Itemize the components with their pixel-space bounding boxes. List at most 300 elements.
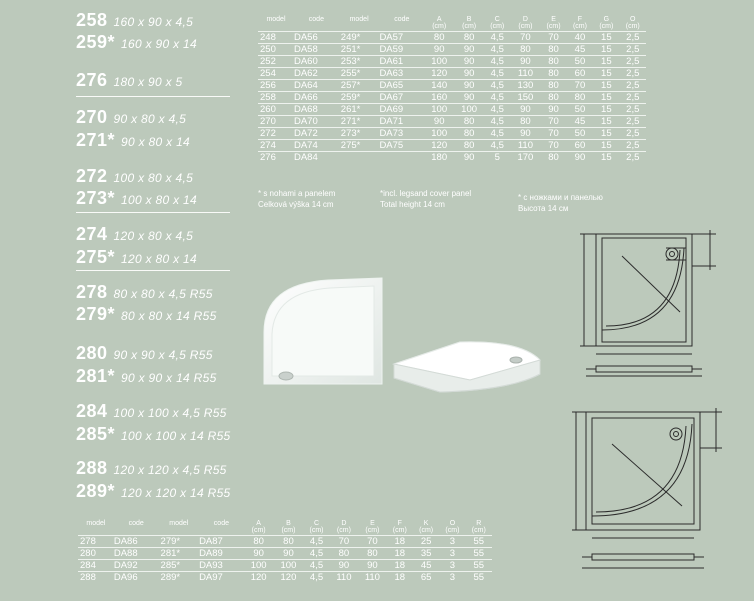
note-russian	[518, 192, 603, 214]
table-cell: 278	[78, 536, 114, 548]
table-cell: 90	[540, 104, 566, 116]
table-cell: 120	[424, 140, 454, 152]
table-cell: 100	[274, 560, 304, 572]
column-header: A	[256, 520, 261, 527]
table-cell: 80	[540, 56, 566, 68]
column-header: K	[423, 520, 429, 527]
model-number: 279*	[76, 304, 116, 324]
table-cell: 2,5	[620, 116, 646, 128]
table-row	[78, 548, 492, 560]
model-dimensions: 100 x 100 x 14 R55	[121, 429, 231, 443]
table-cell: 280	[78, 548, 114, 560]
table-cell: 80	[540, 44, 566, 56]
table-cell: DA66	[294, 92, 339, 104]
table-cell: DA59	[379, 44, 424, 56]
table-cell: 80	[510, 116, 540, 128]
model-row	[76, 32, 197, 54]
column-header: O	[449, 520, 456, 527]
table-cell: 90	[454, 152, 484, 164]
table-cell: 80	[540, 152, 566, 164]
model-dimensions: 120 x 80 x 4,5	[113, 229, 194, 243]
table-cell: 90	[454, 44, 484, 56]
bottom-table-header	[78, 520, 492, 527]
table-cell: 90	[358, 560, 386, 572]
table-cell: 110	[510, 68, 540, 80]
table-cell: 4,5	[484, 92, 510, 104]
bottom-table-units	[78, 527, 492, 536]
column-unit: (cm)	[471, 527, 486, 534]
column-unit	[258, 23, 294, 32]
table-cell: 276	[258, 152, 294, 164]
table-cell: 90	[510, 128, 540, 140]
table-cell: 45	[567, 116, 593, 128]
table-row	[258, 68, 646, 80]
table-cell: 253*	[339, 56, 380, 68]
table-cell: 2,5	[620, 104, 646, 116]
table-row	[258, 44, 646, 56]
table-cell: 2,5	[620, 92, 646, 104]
table-cell: 80	[454, 32, 484, 44]
table-cell: 4,5	[303, 572, 329, 584]
table-cell: 5	[484, 152, 510, 164]
table-cell: 15	[593, 68, 619, 80]
table-cell: 18	[387, 572, 413, 584]
table-cell: 2,5	[620, 152, 646, 164]
top-spec-table	[258, 16, 646, 163]
table-cell: 50	[567, 128, 593, 140]
table-cell: 55	[466, 536, 492, 548]
column-header: code	[128, 520, 144, 527]
table-cell: DA96	[114, 572, 159, 584]
table-cell: 258	[258, 92, 294, 104]
model-dimensions: 120 x 120 x 4,5 R55	[113, 463, 227, 477]
note-czech-line-2: Celková výška 14 cm	[258, 200, 334, 209]
table-cell: 4,5	[484, 56, 510, 68]
model-row	[76, 282, 213, 304]
table-cell: 2,5	[620, 44, 646, 56]
table-row	[258, 140, 646, 152]
model-dimensions: 80 x 80 x 14 R55	[121, 309, 217, 323]
model-row	[76, 401, 227, 423]
column-unit: (cm)	[490, 23, 505, 30]
table-cell: 4,5	[484, 128, 510, 140]
table-cell: 3	[439, 572, 465, 584]
table-cell: 2,5	[620, 56, 646, 68]
model-number: 276	[76, 70, 108, 90]
model-dimensions: 90 x 80 x 14	[121, 135, 191, 149]
table-cell: 285*	[159, 560, 200, 572]
model-row	[76, 107, 186, 129]
model-dimensions: 160 x 90 x 4,5	[113, 15, 194, 29]
table-cell: 40	[567, 32, 593, 44]
table-cell: 90	[510, 56, 540, 68]
table-cell: 260	[258, 104, 294, 116]
table-row	[258, 56, 646, 68]
column-unit	[199, 527, 244, 536]
note-czech-line-1: * s nohami a panelem	[258, 189, 336, 198]
table-row	[78, 560, 492, 572]
column-unit: (cm)	[251, 527, 266, 534]
table-cell: 150	[510, 92, 540, 104]
table-cell: 140	[424, 80, 454, 92]
table-cell: 15	[593, 80, 619, 92]
table-cell: 90	[274, 548, 304, 560]
column-unit: (cm)	[432, 23, 447, 30]
table-cell: 90	[424, 44, 454, 56]
note-russian-line-2: Высота 14 см	[518, 204, 569, 213]
table-cell: 2,5	[620, 140, 646, 152]
model-dimensions: 90 x 90 x 4,5 R55	[113, 348, 213, 362]
table-cell: 289*	[159, 572, 200, 584]
table-cell: 60	[567, 140, 593, 152]
table-cell: 80	[540, 92, 566, 104]
top-table-units	[258, 23, 646, 32]
table-cell: 284	[78, 560, 114, 572]
model-dimensions: 80 x 80 x 4,5 R55	[113, 287, 213, 301]
column-unit: (cm)	[599, 23, 614, 30]
model-number: 285*	[76, 424, 116, 444]
column-unit: (cm)	[281, 527, 296, 534]
table-cell: 4,5	[303, 548, 329, 560]
column-unit: (cm)	[462, 23, 477, 30]
table-cell: 100	[424, 56, 454, 68]
table-cell: 80	[454, 140, 484, 152]
table-cell: DA86	[114, 536, 159, 548]
note-english-line-1: *incl. legsand cover panel	[380, 189, 472, 198]
table-cell: 3	[439, 536, 465, 548]
model-row	[76, 130, 190, 152]
model-number: 278	[76, 282, 108, 302]
table-cell: DA88	[114, 548, 159, 560]
column-unit: (cm)	[518, 23, 533, 30]
table-cell: 70	[540, 140, 566, 152]
table-cell: 80	[540, 80, 566, 92]
table-cell: 120	[244, 572, 274, 584]
table-cell: 90	[454, 68, 484, 80]
table-cell: 25	[413, 536, 439, 548]
column-unit: (cm)	[546, 23, 561, 30]
table-cell: 110	[330, 572, 358, 584]
model-dimensions: 90 x 90 x 14 R55	[121, 371, 217, 385]
table-cell: 4,5	[484, 68, 510, 80]
table-cell: 250	[258, 44, 294, 56]
table-cell: 170	[510, 152, 540, 164]
table-cell: 130	[510, 80, 540, 92]
table-cell: 15	[593, 56, 619, 68]
table-row	[258, 92, 646, 104]
table-cell: DA57	[379, 32, 424, 44]
column-unit	[379, 23, 424, 32]
model-row	[76, 458, 227, 480]
table-cell: DA72	[294, 128, 339, 140]
column-unit	[159, 527, 200, 536]
table-cell: 80	[567, 92, 593, 104]
table-cell: 15	[593, 104, 619, 116]
column-header: code	[213, 520, 229, 527]
model-group-divider	[76, 96, 230, 97]
column-unit: (cm)	[625, 23, 640, 30]
column-unit: (cm)	[445, 527, 460, 534]
column-header: model	[169, 520, 189, 527]
table-row	[258, 116, 646, 128]
table-cell: 3	[439, 560, 465, 572]
table-cell: 50	[567, 56, 593, 68]
table-cell: DA56	[294, 32, 339, 44]
table-cell: 100	[244, 560, 274, 572]
column-header: R	[476, 520, 482, 527]
column-header: model	[86, 520, 106, 527]
table-row	[78, 572, 492, 584]
table-cell: 249*	[339, 32, 380, 44]
column-header: model	[266, 16, 286, 23]
table-cell: 281*	[159, 548, 200, 560]
table-cell: DA97	[199, 572, 244, 584]
table-cell: DA73	[379, 128, 424, 140]
table-cell: 274	[258, 140, 294, 152]
table-cell: 160	[424, 92, 454, 104]
column-header: E	[551, 16, 556, 23]
table-cell: 100	[424, 128, 454, 140]
table-cell: 2,5	[620, 128, 646, 140]
table-cell: 15	[593, 44, 619, 56]
model-dimensions: 160 x 90 x 14	[121, 37, 197, 51]
table-cell: 4,5	[484, 116, 510, 128]
table-cell: 80	[358, 548, 386, 560]
table-cell: 80	[540, 68, 566, 80]
table-cell: 70	[540, 128, 566, 140]
table-cell: 15	[593, 92, 619, 104]
table-row	[258, 80, 646, 92]
model-number: 258	[76, 10, 108, 30]
note-english	[380, 188, 471, 210]
table-cell: 70	[330, 536, 358, 548]
table-row	[78, 536, 492, 548]
column-header: D	[341, 520, 347, 527]
column-header: O	[630, 16, 636, 23]
table-cell: DA61	[379, 56, 424, 68]
table-cell: 4,5	[303, 560, 329, 572]
table-cell: 60	[567, 68, 593, 80]
model-dimensions: 100 x 100 x 4,5 R55	[113, 406, 227, 420]
table-cell: 273*	[339, 128, 380, 140]
table-cell: 4,5	[303, 536, 329, 548]
table-cell: 15	[593, 152, 619, 164]
model-dimensions: 180 x 90 x 5	[113, 75, 183, 89]
model-dimensions: 100 x 80 x 4,5	[113, 171, 194, 185]
table-cell: 90	[424, 116, 454, 128]
table-cell: 80	[424, 32, 454, 44]
table-cell: 18	[387, 536, 413, 548]
table-cell: 18	[387, 560, 413, 572]
model-row	[76, 10, 193, 32]
table-cell: 90	[330, 560, 358, 572]
model-row	[76, 188, 197, 210]
table-cell: DA64	[294, 80, 339, 92]
model-number: 281*	[76, 366, 116, 386]
table-cell: 252	[258, 56, 294, 68]
table-cell: 2,5	[620, 32, 646, 44]
table-cell: 70	[510, 32, 540, 44]
table-cell: 4,5	[484, 44, 510, 56]
model-row	[76, 481, 231, 503]
table-cell: 50	[567, 104, 593, 116]
column-unit: (cm)	[419, 527, 434, 534]
note-czech	[258, 188, 335, 210]
table-cell: 3	[439, 548, 465, 560]
table-cell: DA87	[199, 536, 244, 548]
table-cell: 70	[540, 32, 566, 44]
table-cell: 45	[413, 560, 439, 572]
model-number: 284	[76, 401, 108, 421]
table-cell: DA74	[294, 140, 339, 152]
column-unit: (cm)	[309, 527, 324, 534]
column-header: A	[436, 16, 442, 23]
table-cell: 275*	[339, 140, 380, 152]
model-row	[76, 166, 193, 188]
model-group-divider	[76, 212, 230, 213]
table-cell: 4,5	[484, 104, 510, 116]
table-cell: 70	[540, 116, 566, 128]
table-cell: 80	[244, 536, 274, 548]
model-row	[76, 247, 197, 269]
table-cell: DA65	[379, 80, 424, 92]
table-cell: 4,5	[484, 80, 510, 92]
table-cell: 120	[274, 572, 304, 584]
column-unit	[78, 527, 114, 536]
table-cell: DA60	[294, 56, 339, 68]
model-dimensions: 120 x 120 x 14 R55	[121, 486, 231, 500]
model-row	[76, 366, 217, 388]
table-cell	[379, 152, 424, 164]
column-header: B	[466, 16, 472, 23]
table-cell: DA84	[294, 152, 339, 164]
table-cell: 70	[567, 80, 593, 92]
table-cell: 90	[454, 92, 484, 104]
table-cell: 55	[466, 548, 492, 560]
table-cell: 120	[424, 68, 454, 80]
table-cell: 45	[567, 44, 593, 56]
column-header: C	[313, 520, 320, 527]
table-cell: 90	[567, 152, 593, 164]
table-row	[258, 152, 646, 164]
column-header: B	[286, 520, 291, 527]
table-cell: 90	[244, 548, 274, 560]
model-row	[76, 224, 193, 246]
model-number: 273*	[76, 188, 116, 208]
table-cell: 279*	[159, 536, 200, 548]
column-header: D	[522, 16, 528, 23]
table-cell: 259*	[339, 92, 380, 104]
table-cell: 100	[424, 104, 454, 116]
model-number: 272	[76, 166, 108, 186]
table-cell: 15	[593, 140, 619, 152]
bottom-spec-table	[78, 520, 492, 583]
table-cell: 257*	[339, 80, 380, 92]
model-number: 275*	[76, 247, 116, 267]
table-cell: 35	[413, 548, 439, 560]
table-cell: DA63	[379, 68, 424, 80]
column-unit: (cm)	[365, 527, 380, 534]
table-cell: DA93	[199, 560, 244, 572]
column-unit: (cm)	[336, 527, 351, 534]
table-cell: DA62	[294, 68, 339, 80]
table-cell: 288	[78, 572, 114, 584]
model-dimensions: 100 x 80 x 14	[121, 193, 197, 207]
model-number: 280	[76, 343, 108, 363]
model-row	[76, 424, 231, 446]
top-table-header	[258, 16, 646, 23]
table-cell: 80	[330, 548, 358, 560]
table-cell: 180	[424, 152, 454, 164]
column-header: G	[603, 16, 610, 23]
table-cell: DA89	[199, 548, 244, 560]
table-cell: 90	[454, 56, 484, 68]
table-cell: 18	[387, 548, 413, 560]
table-cell: 80	[454, 128, 484, 140]
table-cell: 2,5	[620, 68, 646, 80]
table-cell: 254	[258, 68, 294, 80]
table-cell	[339, 152, 380, 164]
note-russian-line-1: * с ножками и панелью	[518, 193, 603, 202]
column-header: code	[394, 16, 410, 23]
table-row	[258, 128, 646, 140]
column-header: C	[494, 16, 500, 23]
model-row	[76, 304, 217, 326]
column-unit	[339, 23, 380, 32]
table-cell: 2,5	[620, 80, 646, 92]
table-cell: 55	[466, 560, 492, 572]
shower-tray-photo-perspective	[390, 330, 550, 400]
table-cell: 80	[274, 536, 304, 548]
model-number: 289*	[76, 481, 116, 501]
column-header: E	[370, 520, 375, 527]
table-cell: DA69	[379, 104, 424, 116]
table-cell: 90	[510, 104, 540, 116]
model-group-divider	[76, 270, 230, 271]
model-number: 271*	[76, 130, 116, 150]
model-row	[76, 70, 183, 92]
table-cell: DA71	[379, 116, 424, 128]
table-cell: 15	[593, 128, 619, 140]
table-cell: 261*	[339, 104, 380, 116]
table-row	[258, 32, 646, 44]
table-cell: 256	[258, 80, 294, 92]
table-cell: 271*	[339, 116, 380, 128]
table-cell: 270	[258, 116, 294, 128]
table-cell: 15	[593, 32, 619, 44]
model-number: 288	[76, 458, 108, 478]
table-cell: 90	[454, 80, 484, 92]
column-unit	[294, 23, 339, 32]
table-cell: 251*	[339, 44, 380, 56]
table-cell: DA68	[294, 104, 339, 116]
model-number: 259*	[76, 32, 116, 52]
table-cell: 70	[358, 536, 386, 548]
table-cell: 110	[510, 140, 540, 152]
column-header: F	[397, 520, 402, 527]
model-row	[76, 343, 213, 365]
column-unit: (cm)	[572, 23, 587, 30]
table-cell: 65	[413, 572, 439, 584]
technical-drawing-square	[570, 408, 754, 580]
table-cell: 110	[358, 572, 386, 584]
column-header: F	[577, 16, 583, 23]
table-cell: 80	[454, 116, 484, 128]
table-cell: DA58	[294, 44, 339, 56]
table-cell: 248	[258, 32, 294, 44]
technical-drawing-rect	[576, 226, 754, 386]
table-row	[258, 104, 646, 116]
